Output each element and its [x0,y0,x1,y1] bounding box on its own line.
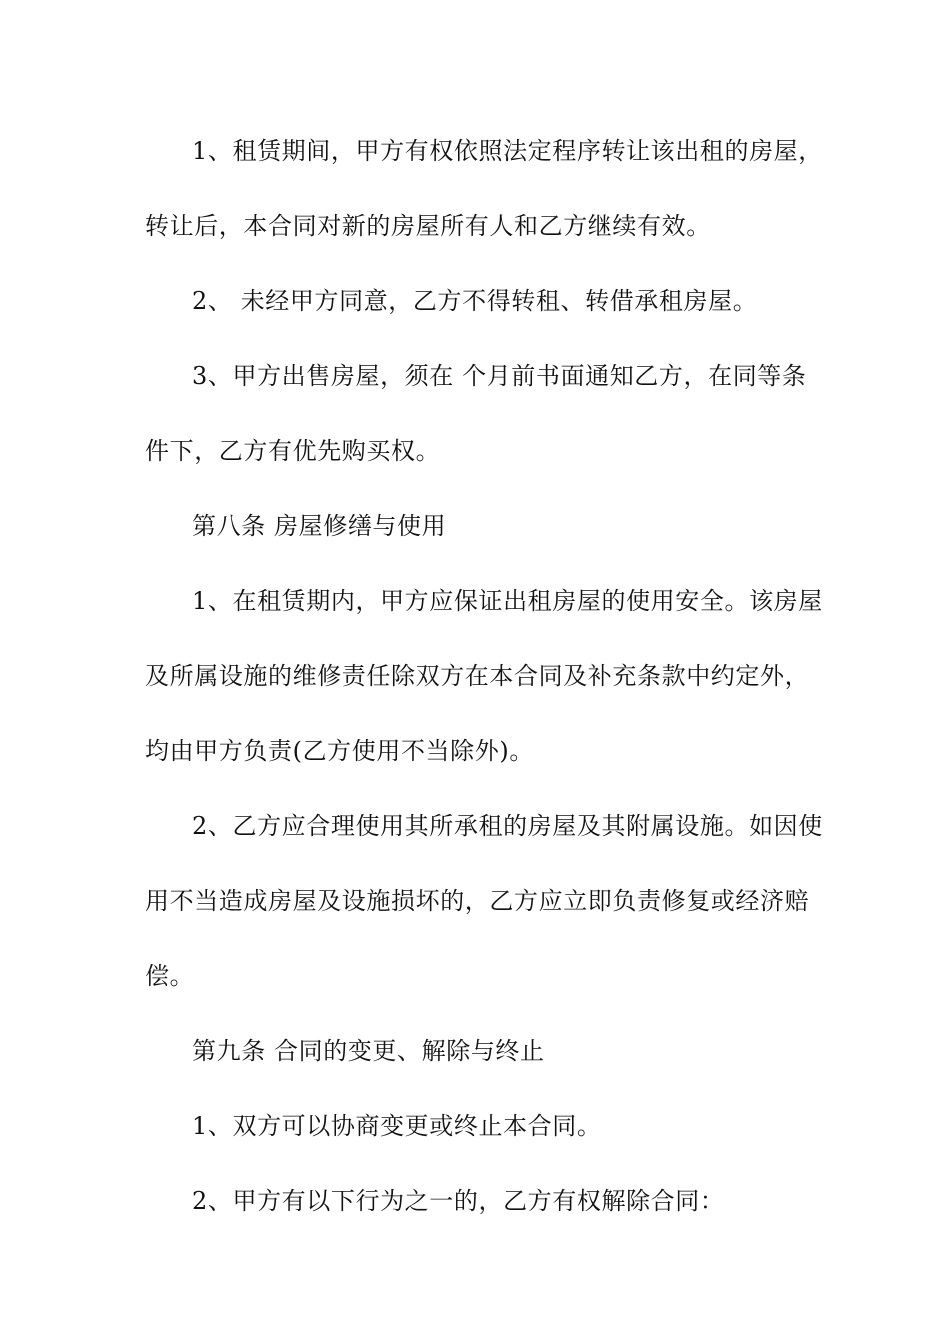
clause-7-item-1-line-2: 转让后，本合同对新的房屋所有人和乙方继续有效。 [145,212,711,240]
clause-8-item-2-line-2: 用不当造成房屋及设施损坏的，乙方应立即负责修复或经济赔 [145,887,810,915]
clause-8-item-1-line-3: 均由甲方负责(乙方使用不当除外)。 [145,737,534,765]
clause-8-item-1-line-2: 及所属设施的维修责任除双方在本合同及补充条款中约定外， [145,662,810,690]
clause-7-item-3-line-1: 3、甲方出售房屋，须在 个月前书面通知乙方，在同等条 [192,362,807,390]
clause-8-item-1-line-1: 1、在租赁期内，甲方应保证出租房屋的使用安全。该房屋 [192,587,823,615]
clause-7-item-2: 2、 未经甲方同意，乙方不得转租、转借承租房屋。 [192,287,758,315]
clause-9-item-2: 2、甲方有以下行为之一的，乙方有权解除合同： [192,1187,725,1215]
clause-7-item-1-line-1: 1、租赁期间，甲方有权依照法定程序转让该出租的房屋， [192,137,823,165]
clause-8-item-2-line-3: 偿。 [145,962,195,990]
clause-8-item-2-line-1: 2、乙方应合理使用其所承租的房屋及其附属设施。如因使 [192,812,823,840]
clause-9-item-1: 1、双方可以协商变更或终止本合同。 [192,1112,602,1140]
clause-7-item-3-line-2: 件下，乙方有优先购买权。 [145,437,441,465]
clause-9-heading: 第九条 合同的变更、解除与终止 [192,1037,545,1065]
clause-8-heading: 第八条 房屋修缮与使用 [192,512,447,540]
